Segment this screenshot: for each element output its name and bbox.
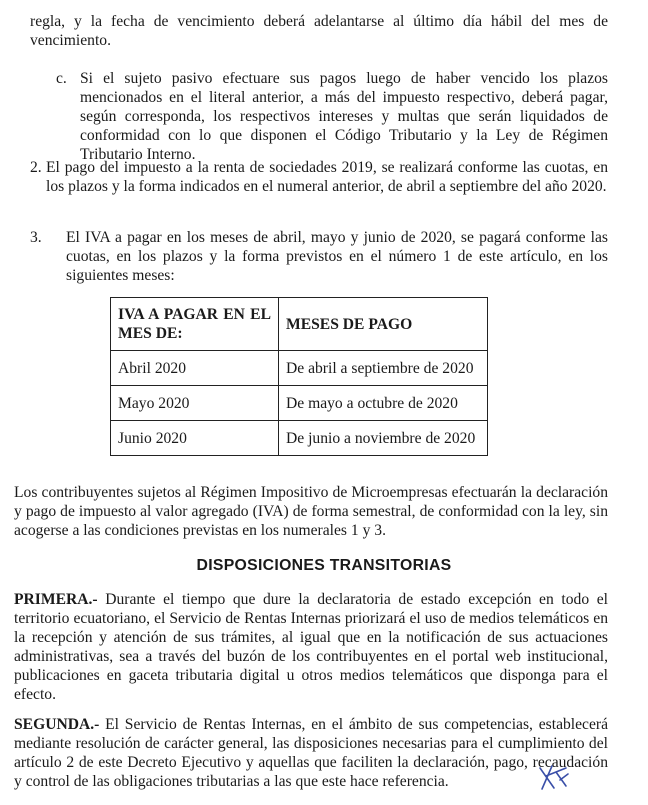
table-header-cell: MESES DE PAGO [279,298,488,351]
paragraph-continuation: regla, y la fecha de vencimiento deberá adelantarse al último día hábil del mes de vencimiento. [30,13,608,49]
paragraph-lead: SEGUNDA.- [14,716,100,733]
table-cell: De junio a noviembre de 2020 [279,421,488,456]
list-marker-3: 3. [30,229,42,246]
table-row [111,386,488,421]
paragraph-microempresas: Los contribuyentes sujetos al Régimen Impositivo de Microempresas efectuarán la declaración y pago de impuesto al valor agregado (IVA) de forma semestral, de conformidad con la ley, sin acogerse a las condiciones previstas en los numerales 1 y 3. [14,484,608,539]
paragraph-body: Durante el tiempo que dure la declaratoria de estado excepción en todo el territorio ecuatoriano, el Servicio de Rentas Internas priorizará el uso de medios telemáticos en la recepción y atención de sus trámites, al igual que en la notificación de sus actuaciones administrativas, sea a través del buzón de los contribuyentes en el portal web institucional, publicaciones en gaceta tributaria digital u otros medios telemáticos que disponga para el efecto. [14,591,608,703]
table-header-row [111,298,488,351]
list-item-2-text: El pago del impuesto a la renta de sociedades 2019, se realizará conforme las cuotas, en los plazos y la forma indicados en el numeral anterior, de abril a septiembre del año 2020. [46,159,608,195]
list-marker-c: c. [56,70,67,87]
initials-signature [536,762,570,792]
section-heading: DISPOSICIONES TRANSITORIAS [196,557,452,574]
table-cell: De abril a septiembre de 2020 [279,351,488,386]
iva-payment-table [110,297,488,456]
list-item-3-text: El IVA a pagar en los meses de abril, mayo y junio de 2020, se pagará conforme las cuotas, en los plazos y la forma previstos en el número 1 de este artículo, en los siguientes meses: [66,229,608,284]
table-row [111,421,488,456]
table-cell: Abril 2020 [111,351,279,386]
paragraph-body: El Servicio de Rentas Internas, en el ámbito de sus competencias, establecerá mediante resolución de carácter general, las disposiciones necesarias para el cumplimiento del artículo 2 de este Decreto Ejecutivo y aquellas que faciliten la declaración, pago, recaudación y control de las obligaciones tributarias a las que este hace referencia. [14,716,608,790]
list-marker-2: 2. [30,159,42,176]
list-item-c-text: Si el sujeto pasivo efectuare sus pagos luego de haber vencido los plazos mencionados en el literal anterior, a más del impuesto respectivo, deberá pagar, según corresponda, los respectivos intereses y multas que serán liquidados de conformidad con lo que disponen el Código Tributario y la Ley de Régimen Tributario Interno. [80,70,608,163]
paragraph-primera [14,590,608,704]
table-cell: Mayo 2020 [111,386,279,421]
paragraph-segunda [14,715,608,791]
table-cell: De mayo a octubre de 2020 [279,386,488,421]
table-header-cell: IVA A PAGAR EN EL MES DE: [111,298,279,351]
paragraph-lead: PRIMERA.- [14,591,98,608]
table-row [111,351,488,386]
table-cell: Junio 2020 [111,421,279,456]
